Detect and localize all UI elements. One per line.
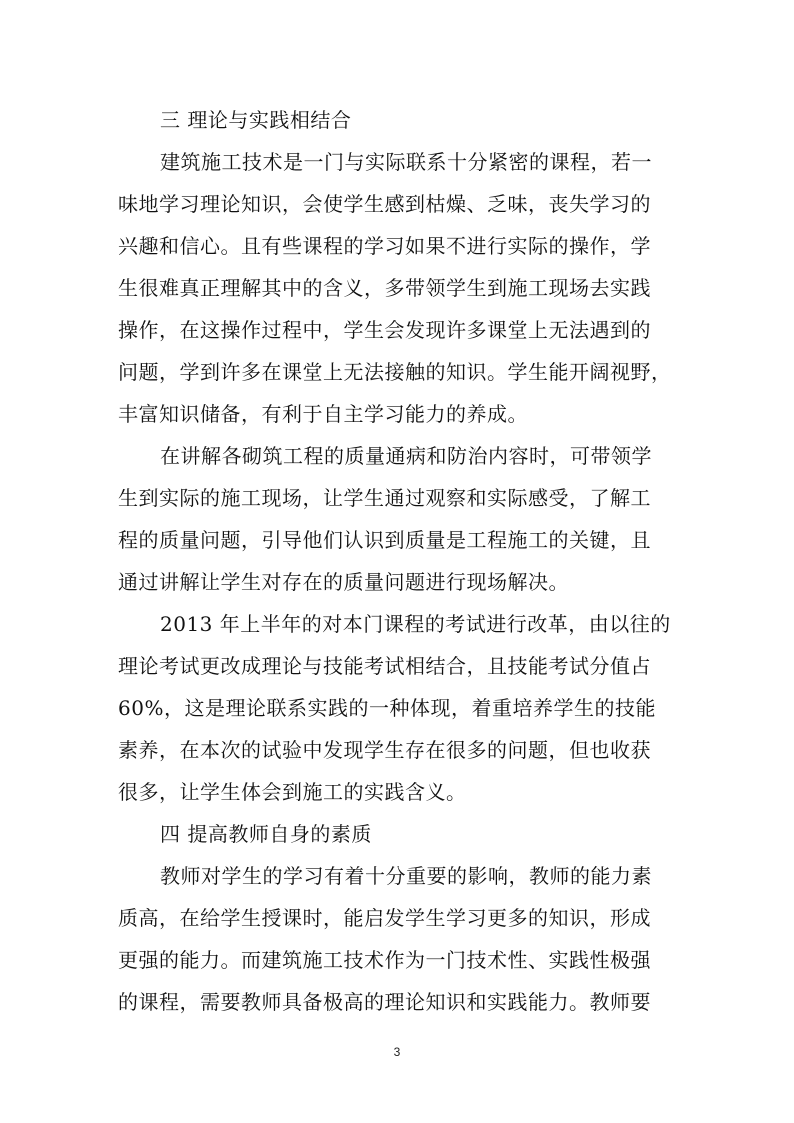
paragraph-line: 60%，这是理论联系实践的一种体现，着重培养学生的技能 bbox=[118, 696, 656, 720]
page-number: 3 bbox=[393, 1045, 401, 1059]
paragraph-line: 兴趣和信心。且有些课程的学习如果不进行实际的操作，学 bbox=[118, 234, 651, 258]
paragraph-line: 2013 年上半年的对本门课程的考试进行改革，由以往的 bbox=[160, 612, 671, 636]
paragraph-line: 生很难真正理解其中的含义，多带领学生到施工现场去实践 bbox=[118, 276, 651, 300]
paragraph-line: 丰富知识储备，有利于自主学习能力的养成。 bbox=[118, 402, 528, 426]
section-heading-four: 四 提高教师自身的素质 bbox=[160, 822, 372, 846]
paragraph-line: 教师对学生的学习有着十分重要的影响，教师的能力素 bbox=[160, 864, 652, 888]
paragraph-line: 理论考试更改成理论与技能考试相结合，且技能考试分值占 bbox=[118, 654, 651, 678]
paragraph-line: 味地学习理论知识，会使学生感到枯燥、乏味，丧失学习的 bbox=[118, 192, 651, 216]
paragraph-line: 质高，在给学生授课时，能启发学生学习更多的知识，形成 bbox=[118, 906, 651, 930]
paragraph-line: 问题，学到许多在课堂上无法接触的知识。学生能开阔视野， bbox=[118, 360, 672, 384]
paragraph-line: 很多，让学生体会到施工的实践含义。 bbox=[118, 780, 467, 804]
paragraph-line: 通过讲解让学生对存在的质量问题进行现场解决。 bbox=[118, 570, 569, 594]
paragraph-line: 在讲解各砌筑工程的质量通病和防治内容时，可带领学 bbox=[160, 444, 652, 468]
paragraph-line: 更强的能力。而建筑施工技术作为一门技术性、实践性极强 bbox=[118, 948, 651, 972]
paragraph-line: 建筑施工技术是一门与实际联系十分紧密的课程，若一 bbox=[160, 150, 652, 174]
paragraph-line: 的课程，需要教师具备极高的理论知识和实践能力。教师要 bbox=[118, 990, 651, 1014]
paragraph-line: 素养，在本次的试验中发现学生存在很多的问题，但也收获 bbox=[118, 738, 651, 762]
paragraph-line: 程的质量问题，引导他们认识到质量是工程施工的关键，且 bbox=[118, 528, 651, 552]
paragraph-line: 操作，在这操作过程中，学生会发现许多课堂上无法遇到的 bbox=[118, 318, 651, 342]
section-heading-three: 三 理论与实践相结合 bbox=[160, 108, 352, 132]
paragraph-line: 生到实际的施工现场，让学生通过观察和实际感受，了解工 bbox=[118, 486, 651, 510]
